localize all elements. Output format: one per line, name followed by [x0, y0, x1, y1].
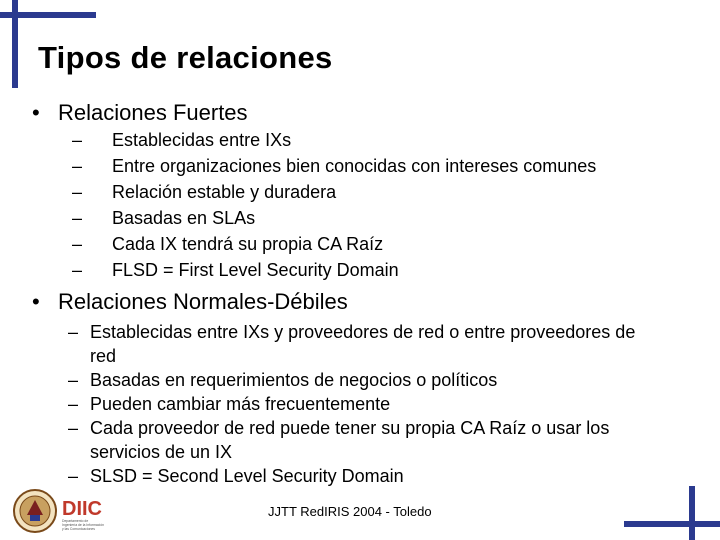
svg-text:Departamento de Ingenier: Departamento de Ingeniería de la Información y las Comunicaciones: [62, 519, 105, 531]
section-heading-text: Relaciones Normales-Débiles: [58, 289, 348, 314]
bullet: •: [32, 289, 40, 314]
section-heading-text: Relaciones Fuertes: [58, 100, 248, 125]
list-item: – Pueden cambiar más frecuentemente: [68, 394, 391, 414]
diic-logo: [12, 488, 142, 534]
list-item: – SLSD = Second Level Security Domain: [68, 466, 404, 486]
bullet-list-normales-debiles: [68, 320, 658, 488]
list-item: – Cada proveedor de red puede tener su propia CA Raíz o usar los servicios de un IX: [68, 418, 610, 462]
section-heading-normales-debiles: [32, 289, 348, 315]
bullet-list-fuertes: [72, 127, 596, 283]
slide-footer: JJTT RedIRIS 2004 - Toledo: [268, 504, 432, 519]
university-seal-icon: [12, 488, 142, 534]
list-item: – FLSD = First Level Security Domain: [72, 260, 399, 280]
list-item: – Entre organizaciones bien conocidas con intereses comunes: [72, 156, 597, 176]
list-item: – Establecidas entre IXs: [72, 130, 292, 150]
corner-bar-vertical-bottom: [689, 486, 695, 540]
logo-wordmark: DIIC: [62, 498, 102, 520]
slide-title: Tipos de relaciones: [38, 40, 333, 75]
list-item: – Basadas en requerimientos de negocios o políticos: [68, 370, 498, 390]
list-item: – Relación estable y duradera: [72, 182, 337, 202]
list-item: – Establecidas entre IXs y proveedores de red o entre proveedores de red: [68, 322, 636, 366]
corner-bar-horizontal-top: [0, 12, 96, 18]
list-item: – Basadas en SLAs: [72, 208, 256, 228]
bullet: •: [32, 100, 40, 125]
section-heading-fuertes: [32, 100, 248, 126]
list-item: – Cada IX tendrá su propia CA Raíz: [72, 234, 384, 254]
corner-bar-horizontal-bottom: [624, 521, 720, 527]
